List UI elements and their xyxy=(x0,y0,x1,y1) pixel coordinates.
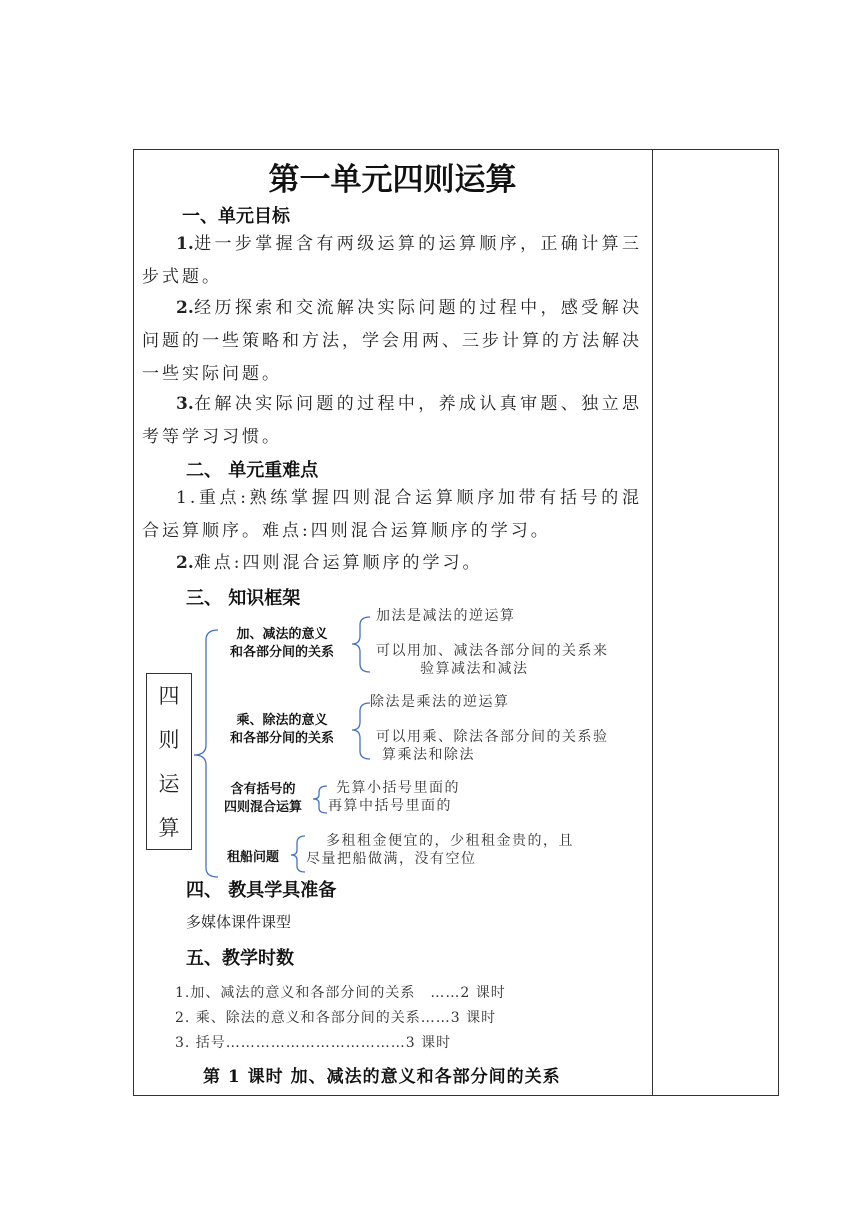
page-title: 第一单元四则运算 xyxy=(268,162,517,198)
teaching-hours-item: 2. 乘、除法的意义和各部分间的关系……3 课时 xyxy=(175,1010,497,1026)
leaf-boat-rule-cont: 尽量把船做满，没有空位 xyxy=(306,851,477,867)
section4-heading: 四、 教具学具准备 xyxy=(186,880,337,901)
leaf-check-multiply-cont: 算乘法和除法 xyxy=(382,747,475,763)
section2-heading: 二、 单元重难点 xyxy=(186,460,319,481)
teaching-hours-item: 1.加、减法的意义和各部分间的关系 ……2 课时 xyxy=(175,985,506,1001)
section2-item1: 1.重点:熟练掌握四则混合运算顺序加带有括号的混合运算顺序。难点:四则混合运算顺序的学习。 xyxy=(142,488,642,541)
branch-label-line: 四则混合运算 xyxy=(223,800,302,815)
root-char: 运 xyxy=(158,772,180,796)
framework-root-box xyxy=(146,673,192,850)
branch-label-multiply-divide xyxy=(214,712,350,748)
branch-label-line: 和各部分间的关系 xyxy=(229,645,334,660)
branch-label-line: 租船问题 xyxy=(226,850,279,865)
section1-heading: 一、单元目标 xyxy=(182,206,290,227)
branch-label-line: 乘、除法的意义 xyxy=(236,713,328,728)
item-number: 1. xyxy=(176,234,194,254)
branch-label-line: 和各部分间的关系 xyxy=(229,731,334,746)
leaf-boat-rule: 多租租金便宜的，少租租金贵的，且 xyxy=(326,833,574,849)
branch-label-add-subtract xyxy=(214,626,350,662)
branch-label-line: 含有括号的 xyxy=(230,782,296,797)
leaf-inverse-add: 加法是减法的逆运算 xyxy=(376,608,516,624)
item-number: 2. xyxy=(176,553,194,573)
item-text: 进一步掌握含有两级运算的运算顺序，正确计算三步式题。 xyxy=(142,234,642,287)
item-text: 在解决实际问题的过程中，养成认真审题、独立思考等学习习惯。 xyxy=(142,394,642,447)
leaf-middle-brackets: 再算中括号里面的 xyxy=(328,798,452,814)
branch-label-line: 加、减法的意义 xyxy=(236,627,328,642)
branch-label-parentheses xyxy=(214,781,312,817)
root-char: 算 xyxy=(158,816,180,840)
leaf-check-multiply: 可以用乘、除法各部分间的关系验 xyxy=(376,729,609,745)
leaf-check-add-cont: 验算减法和减法 xyxy=(420,661,529,677)
section3-heading: 三、 知识框架 xyxy=(186,588,301,609)
leaf-small-brackets: 先算小括号里面的 xyxy=(336,780,460,796)
item-text: 难点:四则混合运算顺序的学习。 xyxy=(193,553,483,573)
teaching-hours-item: 3. 括号………………………………3 课时 xyxy=(175,1035,452,1051)
item-number: 2. xyxy=(176,298,194,318)
lesson-title: 第 1 课时 加、减法的意义和各部分间的关系 xyxy=(203,1067,561,1087)
item-number: 3. xyxy=(176,394,194,414)
root-char: 四 xyxy=(158,684,180,708)
section5-heading: 五、教学时数 xyxy=(186,948,294,969)
root-char: 则 xyxy=(158,728,180,752)
branch-label-boat-rental xyxy=(214,849,292,867)
item-text: 经历探索和交流解决实际问题的过程中，感受解决问题的一些策略和方法，学会用两、三步计算的方法解决一些实际问题。 xyxy=(142,298,642,384)
leaf-check-add: 可以用加、减法各部分间的关系来 xyxy=(376,643,609,659)
leaf-inverse-multiply: 除法是乘法的逆运算 xyxy=(370,694,510,710)
section4-text: 多媒体课件课型 xyxy=(186,913,292,931)
